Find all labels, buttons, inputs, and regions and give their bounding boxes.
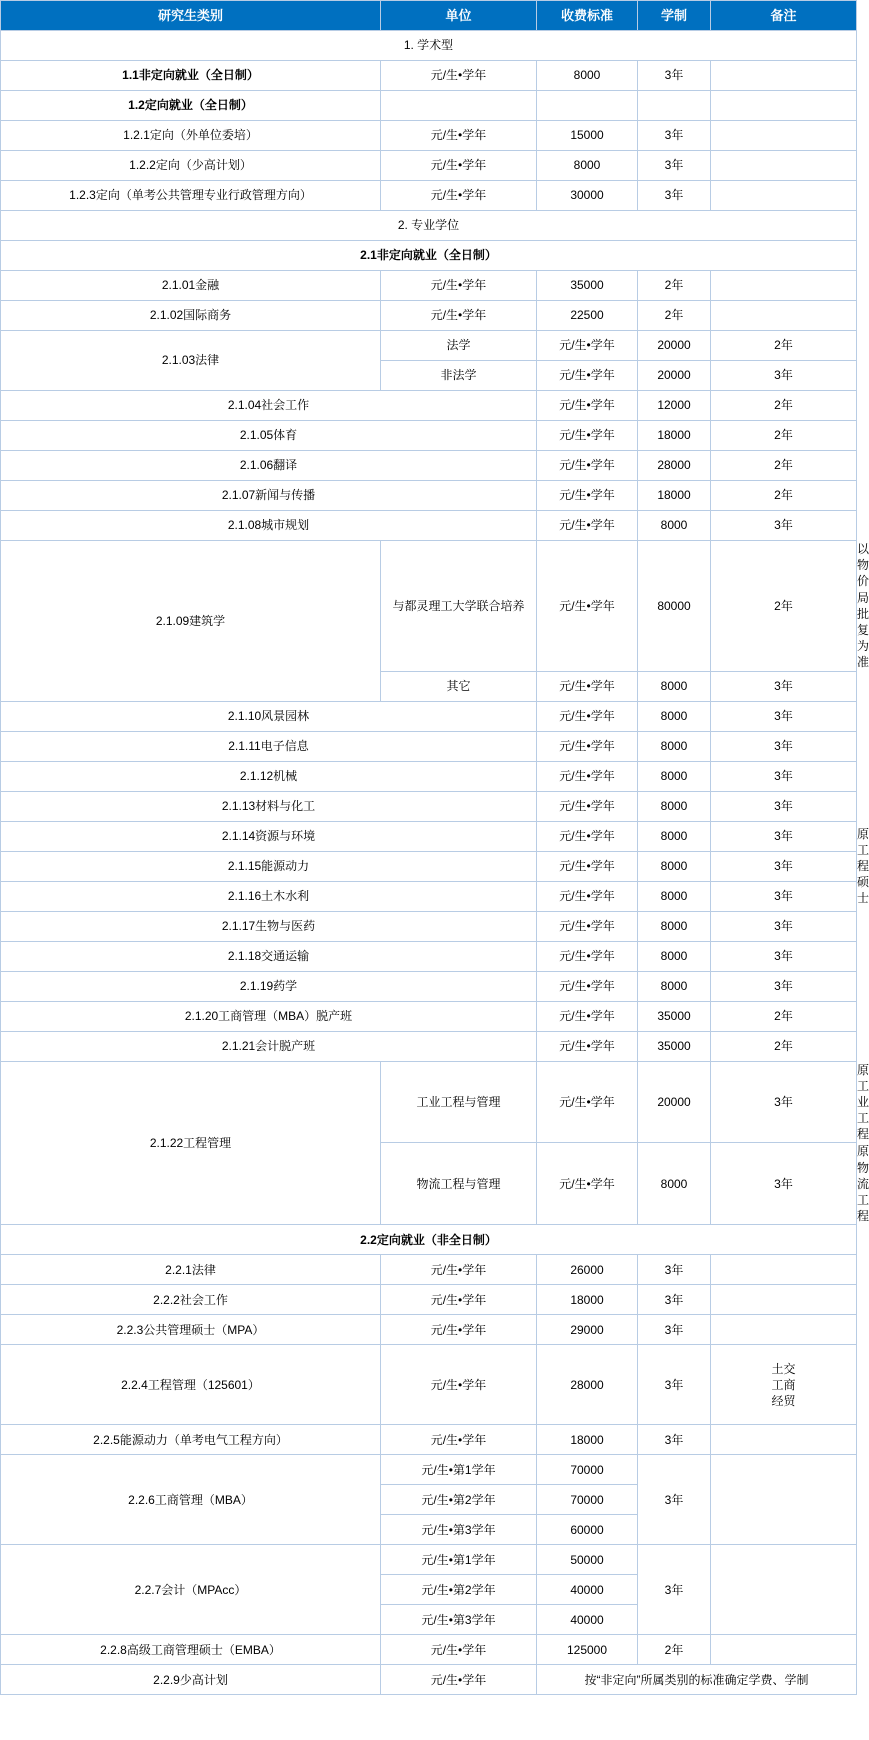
row-fee: 8000 [638,761,711,791]
row-unit: 元/生•学年 [381,61,537,91]
row-unit: 元/生•学年 [537,761,638,791]
remark-line: 土交 [771,1361,796,1376]
table-row [1,1001,857,1031]
row-remark-mem [711,1345,857,1425]
row-duration: 3年 [711,1061,857,1143]
row-unit: 元/生•学年 [381,1425,537,1455]
row-duration: 2年 [638,301,711,331]
row-unit: 元/生•第2学年 [381,1575,537,1605]
table-row [1,91,857,121]
row-name: 1.2.2定向（少高计划） [1,151,381,181]
row-name: 2.1.12机械 [1,761,537,791]
row-duration: 2年 [638,271,711,301]
table-row [1,391,857,421]
row-unit: 元/生•学年 [381,121,537,151]
row-duration: 2年 [711,391,857,421]
row-fee: 18000 [537,1425,638,1455]
row-duration: 3年 [638,1545,711,1635]
row-unit: 元/生•学年 [537,1143,638,1225]
section-row-academic [1,31,857,61]
table-row [1,1545,857,1575]
row-unit: 元/生•学年 [537,331,638,361]
table-row: 2.1.22工程管理 工业工程与管理 元/生•学年 20000 3年 原工业工程 [1,1061,857,1143]
row-unit: 元/生•学年 [537,851,638,881]
row-name: 2.1.11电子信息 [1,731,537,761]
row-duration: 2年 [711,331,857,361]
row-fee: 18000 [537,1285,638,1315]
row-fee: 8000 [638,821,711,851]
row-name: 2.1.06翻译 [1,451,537,481]
row-unit: 元/生•第3学年 [381,1515,537,1545]
row-unit: 元/生•学年 [537,451,638,481]
header-fee: 收费标准 [537,1,638,31]
row-fee: 20000 [638,331,711,361]
remark-line: 经贸 [771,1393,796,1408]
row-duration: 3年 [711,911,857,941]
row-unit: 元/生•第2学年 [381,1485,537,1515]
row-name: 2.2.8高级工商管理硕士（EMBA） [1,1635,381,1665]
table-row [1,151,857,181]
row-duration: 2年 [711,1001,857,1031]
row-fee: 20000 [638,361,711,391]
row-duration: 3年 [711,671,857,701]
row-group-name: 2.1.03法律 [1,331,381,391]
row-fee: 28000 [537,1345,638,1425]
section-label-professional: 2. 专业学位 [1,211,857,241]
row-duration: 2年 [711,1031,857,1061]
row-remark [711,1315,857,1345]
row-duration: 2年 [638,1635,711,1665]
row-name: 2.2.2社会工作 [1,1285,381,1315]
row-duration: 3年 [711,851,857,881]
row-unit: 元/生•学年 [381,1255,537,1285]
table-row [1,1345,857,1425]
row-remark [711,301,857,331]
row-name: 2.1.16土木水利 [1,881,537,911]
row-unit: 元/生•学年 [381,1635,537,1665]
row-name: 法学 [381,331,537,361]
section-row-professional [1,211,857,241]
row-duration: 3年 [638,61,711,91]
row-unit: 元/生•学年 [537,971,638,1001]
row-fee: 8000 [638,881,711,911]
table-row [1,1635,857,1665]
row-unit: 元/生•学年 [537,731,638,761]
row-fee: 22500 [537,301,638,331]
row-fee [537,91,638,121]
row-unit: 元/生•学年 [537,1031,638,1061]
row-duration: 2年 [711,451,857,481]
row-name: 非法学 [381,361,537,391]
table-row [1,971,857,1001]
row-fee: 8000 [638,1143,711,1225]
row-remark [711,1425,857,1455]
row-name: 2.2.6工商管理（MBA） [1,1455,381,1545]
row-name: 工业工程与管理 [381,1061,537,1143]
remark-line: 工商 [771,1377,796,1392]
row-unit: 元/生•第1学年 [381,1455,537,1485]
row-fee: 18000 [638,421,711,451]
row-name: 2.2.4工程管理（125601） [1,1345,381,1425]
row-fee: 35000 [638,1031,711,1061]
row-unit: 元/生•学年 [381,301,537,331]
row-name: 2.2.1法律 [1,1255,381,1285]
row-fee: 35000 [638,1001,711,1031]
row-remark [711,151,857,181]
table-row [1,821,857,851]
row-name: 2.1.14资源与环境 [1,821,537,851]
row-unit: 元/生•学年 [537,791,638,821]
table-row [1,1315,857,1345]
row-name: 2.1.19药学 [1,971,537,1001]
row-duration: 3年 [711,941,857,971]
row-remark [711,91,857,121]
table-row [1,331,857,361]
header-unit: 单位 [381,1,537,31]
table-row [1,881,857,911]
row-unit: 元/生•学年 [381,271,537,301]
table-row [1,761,857,791]
row-duration: 3年 [711,361,857,391]
row-unit: 元/生•学年 [537,361,638,391]
table-row [1,421,857,451]
row-name: 2.1.02国际商务 [1,301,381,331]
row-remark [711,61,857,91]
row-fee: 8000 [638,941,711,971]
table-row [1,1665,857,1695]
table-row [1,1285,857,1315]
row-duration: 3年 [638,1455,711,1545]
row-unit: 元/生•学年 [537,701,638,731]
row-fee: 80000 [638,541,711,672]
row-duration: 3年 [711,1143,857,1225]
table-row [1,941,857,971]
table-row [1,911,857,941]
row-name: 2.1.15能源动力 [1,851,537,881]
row-duration: 3年 [638,1425,711,1455]
subsection-row-22 [1,1225,857,1255]
row-unit: 元/生•学年 [537,881,638,911]
row-fee: 8000 [638,911,711,941]
row-unit: 元/生•学年 [537,391,638,421]
row-name: 1.2定向就业（全日制） [1,91,381,121]
row-name: 2.2.9少高计划 [1,1665,381,1695]
row-duration: 3年 [711,971,857,1001]
header-category: 研究生类别 [1,1,381,31]
table-row [1,791,857,821]
row-name: 2.1.01金融 [1,271,381,301]
row-name: 其它 [381,671,537,701]
table-row [1,301,857,331]
table-row [1,511,857,541]
row-name: 1.2.3定向（单考公共管理专业行政管理方向） [1,181,381,211]
row-fee: 8000 [638,701,711,731]
row-fee: 8000 [638,511,711,541]
row-duration: 3年 [638,151,711,181]
row-duration: 3年 [711,731,857,761]
subsection-label-21: 2.1非定向就业（全日制） [1,241,857,271]
row-name: 2.1.10风景园林 [1,701,537,731]
row-remark [711,1255,857,1285]
row-fee: 40000 [537,1605,638,1635]
row-duration: 3年 [638,121,711,151]
row-name: 1.2.1定向（外单位委培） [1,121,381,151]
row-remark [711,1285,857,1315]
row-fee: 40000 [537,1575,638,1605]
row-duration: 2年 [711,421,857,451]
row-duration: 3年 [711,791,857,821]
row-unit: 元/生•学年 [537,511,638,541]
row-fee: 26000 [537,1255,638,1285]
row-remark [711,271,857,301]
row-duration: 3年 [638,1345,711,1425]
table-row: 2.1.09建筑学 与都灵理工大学联合培养 元/生•学年 80000 2年 以物价局批复为准 [1,541,857,672]
row-unit: 元/生•学年 [537,1001,638,1031]
row-fee: 8000 [537,151,638,181]
table-row [1,1455,857,1485]
row-unit: 元/生•第1学年 [381,1545,537,1575]
row-name: 2.1.13材料与化工 [1,791,537,821]
row-unit: 元/生•学年 [537,911,638,941]
row-fee: 8000 [638,791,711,821]
row-unit: 元/生•学年 [381,151,537,181]
table-row [1,1255,857,1285]
table-row [1,481,857,511]
row-name: 2.1.07新闻与传播 [1,481,537,511]
row-fee: 20000 [638,1061,711,1143]
row-fee: 30000 [537,181,638,211]
row-fee: 60000 [537,1515,638,1545]
row-duration: 3年 [638,1285,711,1315]
row-unit: 元/生•学年 [381,1315,537,1345]
row-remark [711,1545,857,1635]
row-unit: 元/生•学年 [381,1665,537,1695]
row-fee: 29000 [537,1315,638,1345]
row-name: 2.1.04社会工作 [1,391,537,421]
row-duration: 3年 [711,761,857,791]
row-unit: 元/生•学年 [537,481,638,511]
row-name: 2.2.5能源动力（单考电气工程方向） [1,1425,381,1455]
row-group-name: 2.1.09建筑学 [1,541,381,702]
row-duration: 2年 [711,541,857,672]
row-fee: 125000 [537,1635,638,1665]
row-duration: 3年 [711,821,857,851]
table-row [1,1425,857,1455]
row-duration: 3年 [638,1255,711,1285]
row-fee: 28000 [638,451,711,481]
table-header-row [1,1,857,31]
row-remark [711,1455,857,1545]
row-unit: 元/生•学年 [537,821,638,851]
table-row [1,851,857,881]
row-duration: 3年 [638,1315,711,1345]
row-unit: 元/生•学年 [537,1061,638,1143]
row-remark [711,121,857,151]
row-name: 物流工程与管理 [381,1143,537,1225]
table-row: 2.1.11电子信息 元/生•学年 8000 3年 原工程硕士 [1,731,857,761]
table-row [1,451,857,481]
table-row [1,1031,857,1061]
row-name: 2.1.18交通运输 [1,941,537,971]
row-name: 2.1.21会计脱产班 [1,1031,537,1061]
row-remark [711,181,857,211]
header-duration: 学制 [638,1,711,31]
row-duration: 3年 [638,181,711,211]
row-name: 1.1非定向就业（全日制） [1,61,381,91]
subsection-row-21 [1,241,857,271]
row-fee: 18000 [638,481,711,511]
row-fee-note: 按“非定向”所属类别的标准确定学费、学制 [537,1665,857,1695]
section-label-academic: 1. 学术型 [1,31,857,61]
row-name: 2.2.3公共管理硕士（MPA） [1,1315,381,1345]
row-unit: 元/生•学年 [537,671,638,701]
row-duration: 2年 [711,481,857,511]
row-fee: 70000 [537,1485,638,1515]
row-unit [381,91,537,121]
row-name: 2.1.20工商管理（MBA）脱产班 [1,1001,537,1031]
row-name: 与都灵理工大学联合培养 [381,541,537,672]
row-unit: 元/生•学年 [381,181,537,211]
row-fee: 8000 [638,971,711,1001]
row-duration [638,91,711,121]
table-row: 物流工程与管理 元/生•学年 8000 3年 原物流工程 [1,1143,857,1225]
table-row [1,271,857,301]
row-name: 2.1.08城市规划 [1,511,537,541]
row-name: 2.1.17生物与医药 [1,911,537,941]
row-unit: 元/生•学年 [381,1345,537,1425]
row-unit: 元/生•学年 [537,941,638,971]
table-row [1,701,857,731]
row-unit: 元/生•学年 [537,541,638,672]
subsection-label-22: 2.2定向就业（非全日制） [1,1225,857,1255]
row-unit: 元/生•学年 [537,421,638,451]
row-duration: 3年 [711,511,857,541]
row-fee: 8000 [537,61,638,91]
row-fee: 50000 [537,1545,638,1575]
row-remark [711,1635,857,1665]
row-unit: 元/生•学年 [381,1285,537,1315]
table-row [1,181,857,211]
row-duration: 3年 [711,701,857,731]
row-fee: 8000 [638,851,711,881]
row-group-name: 2.1.22工程管理 [1,1061,381,1225]
header-remark: 备注 [711,1,857,31]
row-fee: 70000 [537,1455,638,1485]
row-fee: 35000 [537,271,638,301]
row-fee: 12000 [638,391,711,421]
row-fee: 8000 [638,731,711,761]
table-row [1,121,857,151]
row-name: 2.2.7会计（MPAcc） [1,1545,381,1635]
row-duration: 3年 [711,881,857,911]
row-name: 2.1.05体育 [1,421,537,451]
row-fee: 15000 [537,121,638,151]
row-fee: 8000 [638,671,711,701]
row-unit: 元/生•第3学年 [381,1605,537,1635]
table-row [1,61,857,91]
